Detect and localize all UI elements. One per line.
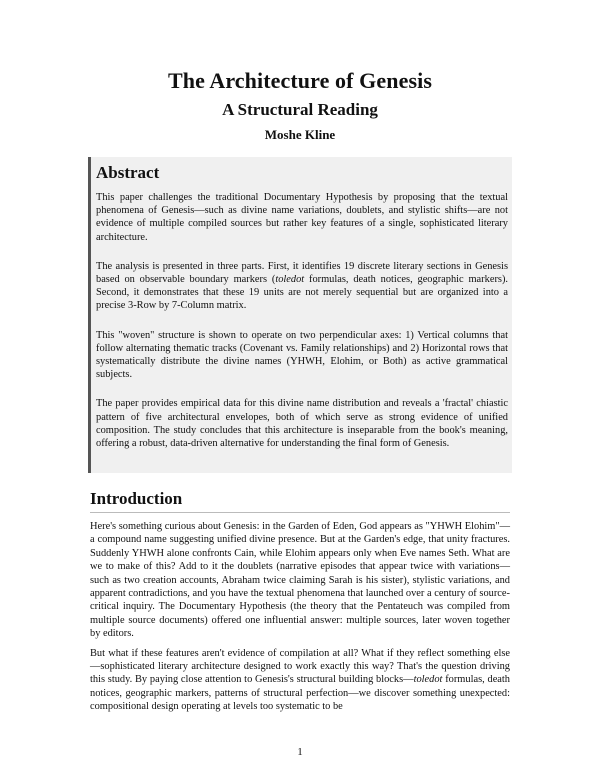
introduction-paragraph-2 bbox=[90, 647, 510, 714]
introduction-paragraph-2-end: formulas, death notices, geographic markers, patterns of structural perfection—we discover something unexpected: compositional design operating at levels too systematic to be bbox=[90, 674, 510, 713]
abstract-paragraph-3: This "woven" structure is shown to operate on two perpendicular axes: 1) Vertical columns that follow alternating thematic tracks (Covenant vs. Family relationships) and 2) Horizontal rows that systematically distribute the divine names (YHWH, Elohim, or Both) as active grammatical subjects. bbox=[96, 329, 508, 381]
paper-title: The Architecture of Genesis bbox=[167, 68, 432, 93]
abstract-paragraph-4: The paper provides empirical data for this divine name distribution and reveals a 'fractal' chiastic pattern of five architectural envelopes, both of which serve as strong evidence of unified composition. The study concludes that this architecture is inseparable from the book's meaning, offering a robust, data-driven alternative for understanding the final form of Genesis. bbox=[96, 398, 508, 450]
author-name: Moshe Kline bbox=[264, 127, 336, 142]
introduction-paragraph-2-start: But what if these features aren't evidence of compilation at all? What if they reflect something else—sophisticated literary architecture designed to work exactly this way? That's the question driving this study. By paying close attention to Genesis's structural building blocks— bbox=[90, 647, 510, 686]
abstract-paragraph-2 bbox=[96, 260, 508, 313]
abstract-paragraph-2-end: formulas, death notices, geographic markers). Second, it demonstrates that these 19 units are not merely sequential but are organized into a precise 3-Row by 7-Column matrix. bbox=[96, 274, 508, 312]
abstract-heading: Abstract bbox=[96, 163, 160, 182]
section-divider bbox=[90, 512, 510, 513]
abstract-section bbox=[88, 157, 512, 473]
toledot-term: toledot bbox=[275, 274, 305, 286]
introduction-heading: Introduction bbox=[90, 489, 183, 508]
paper-subtitle: A Structural Reading bbox=[222, 100, 378, 119]
page-number: 1 bbox=[297, 746, 303, 758]
toledot-term: toledot bbox=[413, 674, 443, 686]
introduction-paragraph-1: Here's something curious about Genesis: in the Garden of Eden, God appears as "YHWH Elohim"—a compound name suggesting unified divine presence. But at the Garden's edge, that unity fractures. Suddenly YHWH alone confronts Cain, while Elohim appears only when Eve names Seth. What are we to make of this? Add to it the doublets (narrative episodes that appear twice with variations—such as two creation accounts, Abraham twice claiming Sarah is his sister), stylistic variations, and apparent contradictions, and you have the textual phenomena that launched over a century of source-critical inquiry. The Documentary Hypothesis (the theory that the Pentateuch was compiled from multiple source documents) offered one influential answer: multiple sources, later woven together by editors. bbox=[90, 521, 510, 640]
abstract-paragraph-1: This paper challenges the traditional Documentary Hypothesis by proposing that the textual phenomena of Genesis—such as divine name variations, doublets, and stylistic shifts—are not evidence of multiple compiled sources but rather key features of a single, sophisticated literary architecture. bbox=[96, 192, 508, 243]
abstract-paragraph-2-start: The analysis is presented in three parts. First, it identifies 19 discrete literary sections in Genesis based on observable boundary markers ( bbox=[96, 260, 508, 286]
introduction-body bbox=[90, 520, 510, 720]
